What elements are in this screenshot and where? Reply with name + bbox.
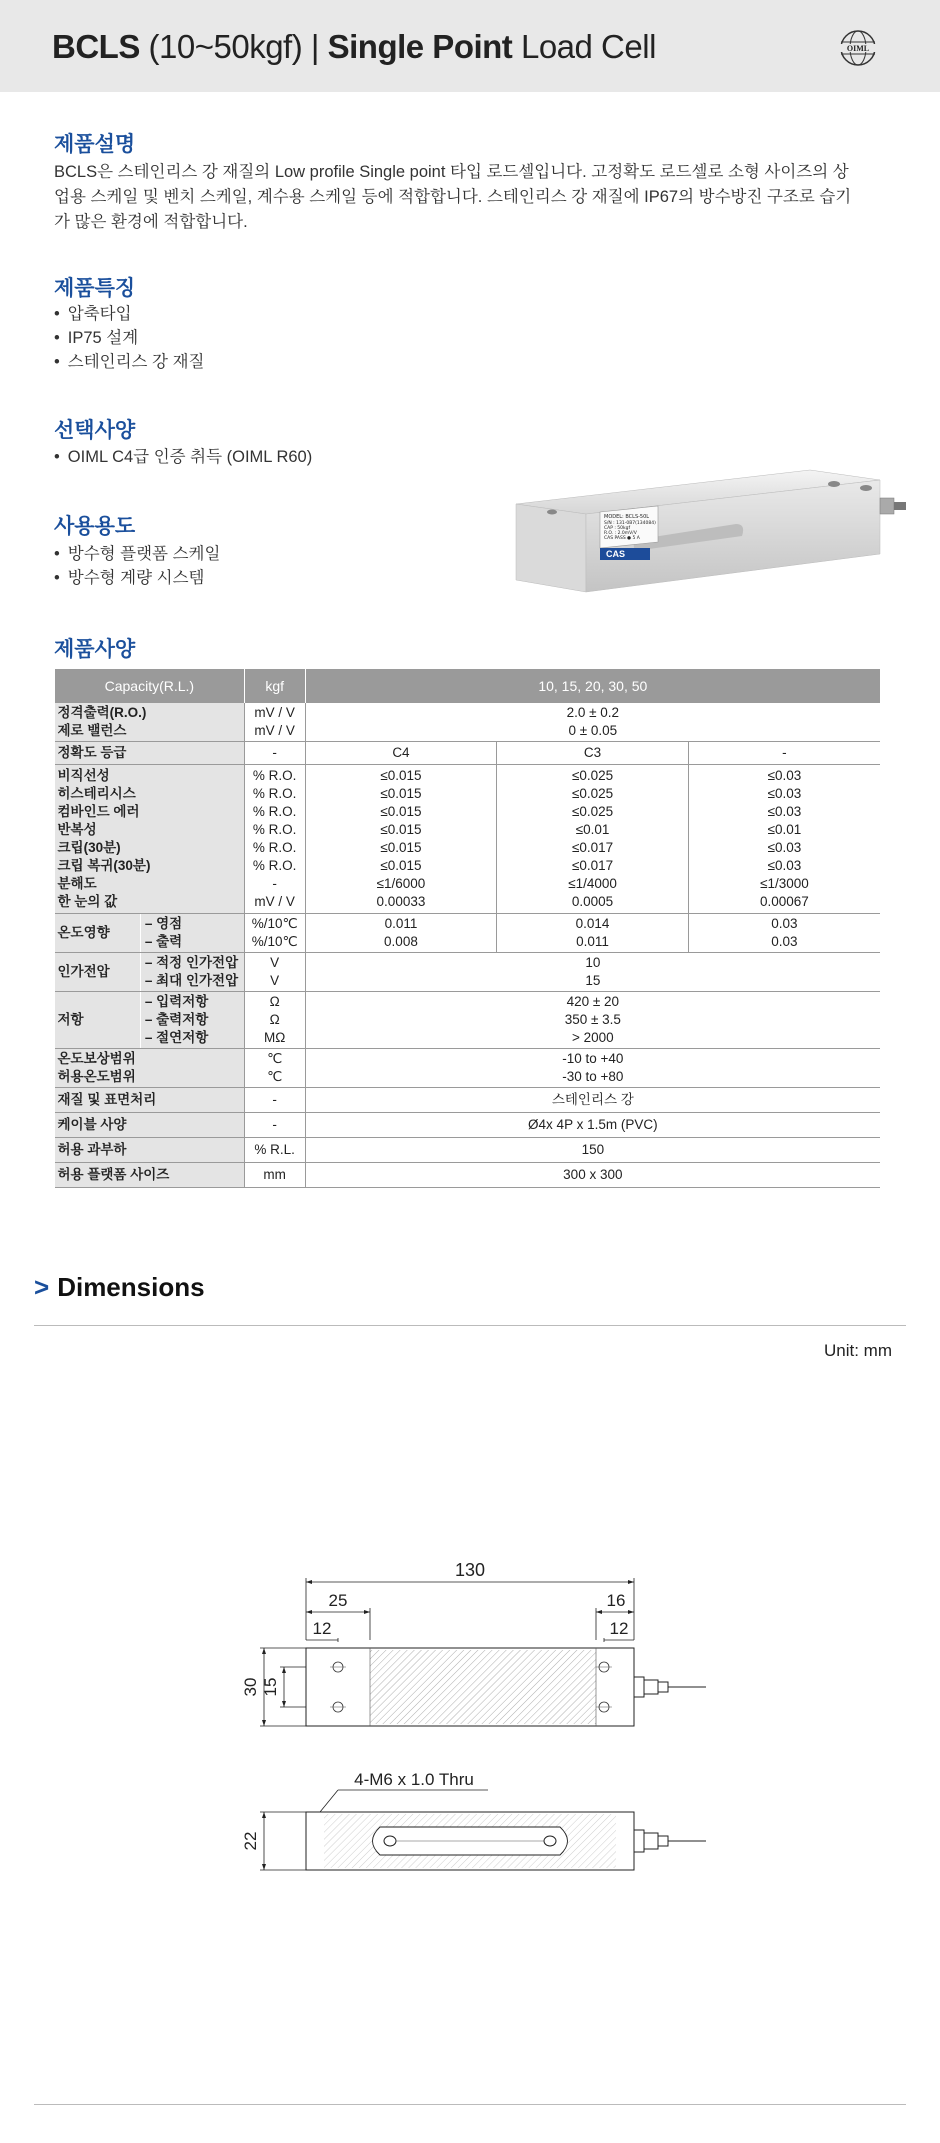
svg-text:16: 16 [606,1591,626,1610]
dimensions-heading: > Dimensions [34,1272,205,1302]
svg-text:15: 15 [261,1677,280,1697]
svg-text:MODEL: BCLS-50L: MODEL: BCLS-50L [604,514,650,520]
capacity-values: 10, 15, 20, 30, 50 [305,669,880,703]
svg-text:12: 12 [312,1619,332,1638]
svg-text:CAP : 50kgf: CAP : 50kgf [604,526,631,531]
page-title: BCLS (10~50kgf) | Single Point Load Cell [52,28,656,65]
page-header [0,0,940,92]
load-cell-product-image [510,462,910,602]
table-header-row [55,669,881,703]
specs-heading: 제품사양 [54,638,136,661]
svg-text:30: 30 [241,1677,260,1697]
svg-text:12: 12 [609,1619,629,1638]
svg-text:R.O. : 2.0mV/V: R.O. : 2.0mV/V [604,531,637,536]
table-row: 허용 플랫폼 사이즈 mm 300 x 300 [55,1163,881,1188]
spec-table [54,669,880,1188]
table-row: 온도영향 – 영점 – 출력 %/10℃ %/10℃ 0.011 0.008 0.014 0.011 0.03 0.03 [55,914,881,953]
divider [34,1325,906,1326]
footer-divider [34,2104,906,2105]
options-list [54,445,312,469]
list-item: • 방수형 플랫폼 스케일 [54,542,220,566]
usage-list [54,542,220,590]
dimension-drawing [230,1530,730,1910]
table-row: 정확도 등급 - C4 C3 - [55,742,881,765]
capacity-header: Capacity(R.L.) [55,669,245,703]
usage-heading: 사용용도 [54,515,136,538]
svg-text:22: 22 [241,1831,260,1851]
features-heading: 제품특징 [54,277,136,300]
description-text: BCLS은 스테인리스 강 재질의 Low profile Single point 타입 로드셀입니다. 고정확도 로드셀로 소형 사이즈의 상업용 스케일 및 벤치 스케일, 계수용 스케일 등에 적합합니다. 스테인리스 강 재질에 IP67의 방수방진 구조로 습기가 많은 환경에 적합합니다. [54,163,852,231]
oiml-logo [838,28,878,68]
svg-text:4-M6 x 1.0 Thru: 4-M6 x 1.0 Thru [354,1770,474,1789]
table-row: 케이블 사양 - Ø4x 4P x 1.5m (PVC) [55,1113,881,1138]
list-item: • 압축타입 [54,302,204,326]
list-item: • OIML C4급 인증 취득 (OIML R60) [54,445,312,469]
unit-header: kgf [244,669,305,703]
description-heading: 제품설명 [54,133,136,156]
table-row: 저항 – 입력저항 – 출력저항 – 절연저항 Ω Ω MΩ 420 ± 20 350 ± 3.5 > 2000 [55,992,881,1049]
svg-text:OIML: OIML [846,44,870,53]
table-row: 정격출력(R.O.) 제로 밸런스 mV / V mV / V 2.0 ± 0.2 0 ± 0.05 [55,703,881,742]
svg-text:CAS: CAS [606,549,626,559]
list-item: • 방수형 계량 시스템 [54,566,220,590]
table-row: 비직선성 히스테리시스 컴바인드 에러 반복성 크립(30분) 크립 복귀(30분) 분해도 한 눈의 값 % R.O. % R.O. % R.O. % R.O. % R.O. % R.O. - mV / V ≤0.015 ≤0.015 ≤0.015 ≤0.015 ≤0.015 ≤0.015 ≤1/6000 0.00033 ≤0.025 ≤0.025 ≤0.025 ≤0.01 ≤0.017 ≤0.017 ≤1/4000 0.0005 ≤0.03 ≤0.03 ≤0.03 ≤0.01 ≤0.03 ≤0.03 ≤1/3000 0.00067 [55,765,881,914]
features-list [54,302,204,374]
unit-label: Unit: mm [824,1341,892,1360]
svg-text:25: 25 [328,1591,348,1610]
table-row: 허용 과부하 % R.L. 150 [55,1138,881,1163]
table-row: 인가전압 – 적정 인가전압 – 최대 인가전압 V V 10 15 [55,953,881,992]
list-item: • 스테인리스 강 재질 [54,350,204,374]
options-heading: 선택사양 [54,419,136,442]
table-row: 온도보상범위 허용온도범위 ℃ ℃ -10 to +40 -30 to +80 [55,1049,881,1088]
svg-text:130: 130 [454,1560,486,1580]
table-row: 재질 및 표면처리 - 스테인리스 강 [55,1088,881,1113]
list-item: • IP75 설계 [54,326,204,350]
svg-text:CAS PASS ● 5 A: CAS PASS ● 5 A [604,536,640,541]
svg-text:S/N : 131-0B7(134084): S/N : 131-0B7(134084) [604,521,656,526]
